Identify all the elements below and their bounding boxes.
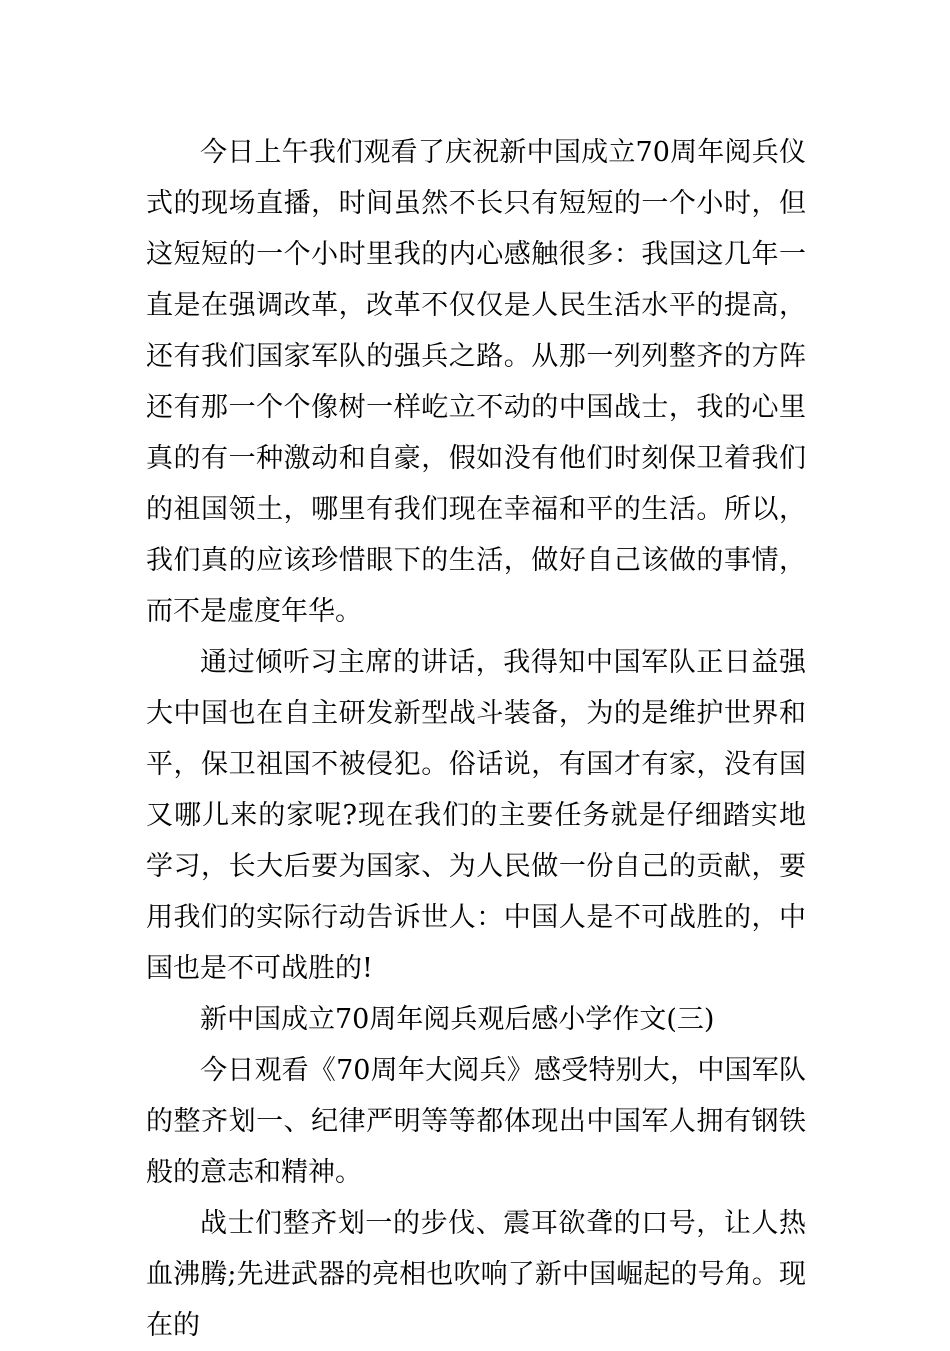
document-body — [146, 127, 806, 1351]
paragraph-watching-parade: 今日观看《70周年大阅兵》感受特别大，中国军队的整齐划一、纪律严明等等都体现出中国军人拥有钢铁般的意志和精神。 — [146, 1055, 806, 1188]
paragraph-soldiers: 战士们整齐划一的步伐、震耳欲聋的口号，让人热血沸腾;先进武器的亮相也吹响了新中国崛起的号角。现在的 — [146, 1208, 806, 1341]
paragraph-president-speech: 通过倾听习主席的讲话，我得知中国军队正日益强大中国也在自主研发新型战斗装备，为的是维护世界和平，保卫祖国不被侵犯。俗话说，有国才有家，没有国又哪儿来的家呢?现在我们的主要任务就是仔细踏实地学习，长大后要为国家、为人民做一份自己的贡献，要用我们的实际行动告诉世人：中国人是不可战胜的，中国也是不可战胜的! — [146, 647, 806, 984]
paragraph-parade-broadcast: 今日上午我们观看了庆祝新中国成立70周年阅兵仪式的现场直播，时间虽然不长只有短短的一个小时，但这短短的一个小时里我的内心感触很多：我国这几年一直是在强调改革，改革不仅仅是人民生活水平的提高，还有我们国家军队的强兵之路。从那一列列整齐的方阵还有那一个个像树一样屹立不动的中国战士，我的心里真的有一种激动和自豪，假如没有他们时刻保卫着我们的祖国领土，哪里有我们现在幸福和平的生活。所以，我们真的应该珍惜眼下的生活，做好自己该做的事情，而不是虚度年华。 — [146, 137, 806, 627]
section-heading: 新中国成立70周年阅兵观后感小学作文(三) — [200, 1004, 715, 1035]
